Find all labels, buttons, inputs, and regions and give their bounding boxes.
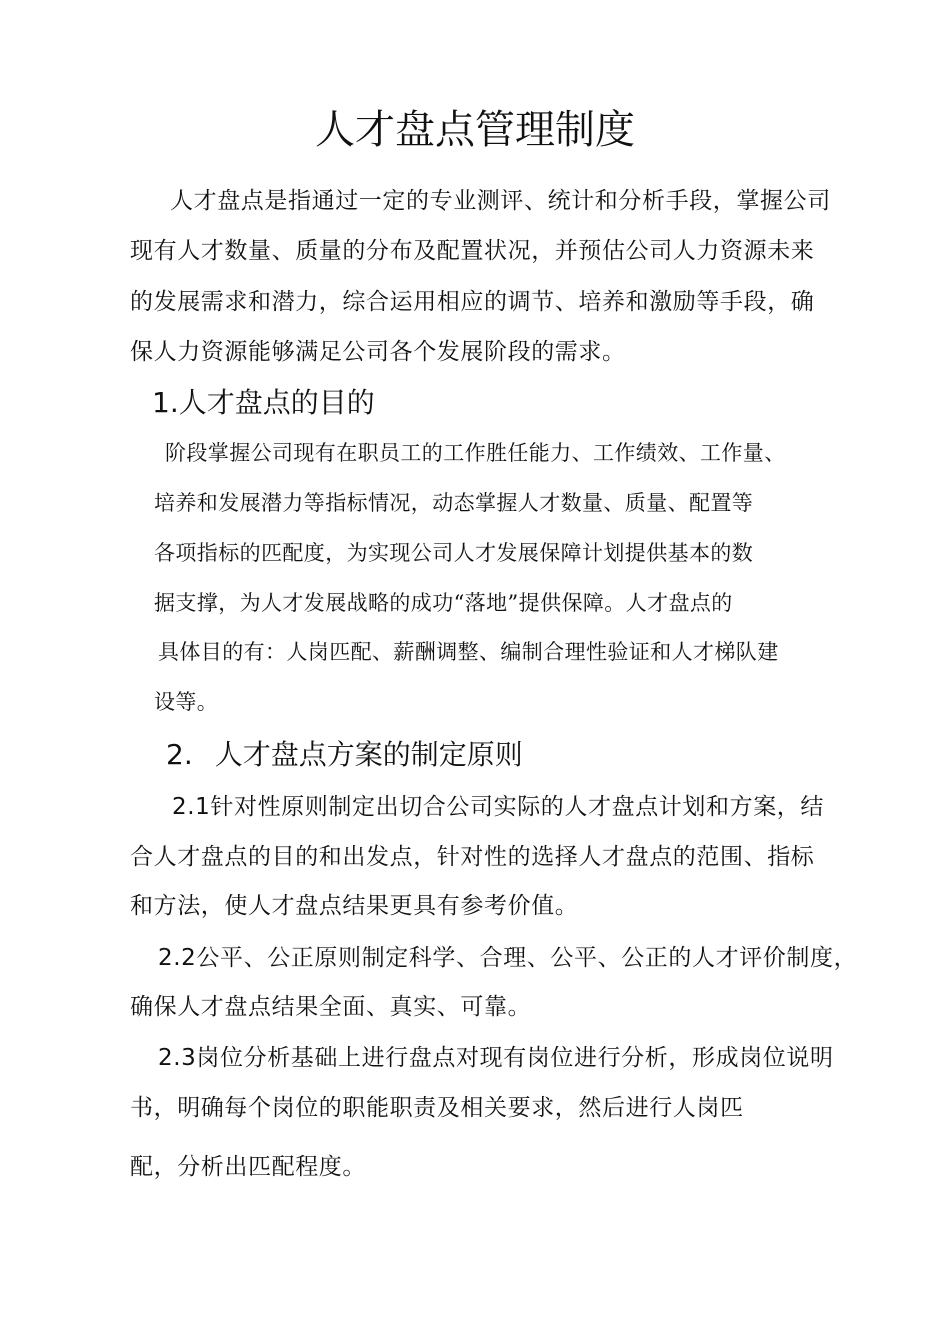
intro-line-2: 现有人才数量、质量的分布及配置状况，并预估公司人力资源未来 xyxy=(130,238,815,264)
section-1-line-3: 各项指标的匹配度，为实现公司人才发展保障计划提供基本的数 xyxy=(154,541,754,565)
paragraph-2-3-number: 2.3 xyxy=(158,1045,197,1071)
paragraph-2-3-line-1 xyxy=(158,1043,834,1073)
section-2-heading xyxy=(166,737,523,773)
section-1-line-6: 设等。 xyxy=(154,690,219,714)
section-2-title: 人才盘点方案的制定原则 xyxy=(214,738,523,771)
paragraph-2-1-text-1: 针对性原则制定出切合公司实际的人才盘点计划和方案，结 xyxy=(210,794,824,820)
paragraph-2-3-line-3: 配，分析出匹配程度。 xyxy=(130,1154,366,1180)
paragraph-2-3-line-2: 书，明确每个岗位的职能职责及相关要求，然后进行人岗匹 xyxy=(130,1095,744,1121)
document-title: 人才盘点管理制度 xyxy=(315,107,635,153)
paragraph-2-2-line-1 xyxy=(158,943,857,973)
paragraph-2-3-text-1: 岗位分析基础上进行盘点对现有岗位进行分析，形成岗位说明 xyxy=(196,1045,834,1071)
section-1-line-1: 阶段掌握公司现有在职员工的工作胜任能力、工作绩效、工作量、 xyxy=(165,441,786,465)
intro-line-3: 的发展需求和潜力，综合运用相应的调节、培养和激励等手段，确 xyxy=(130,289,815,315)
intro-line-1: 人才盘点是指通过一定的专业测评、统计和分析手段，掌握公司 xyxy=(170,188,831,214)
section-1-line-4: 据支撑，为人才发展战略的成功“落地”提供保障。人才盘点的 xyxy=(154,591,733,615)
paragraph-2-2-line-2: 确保人才盘点结果全面、真实、可靠。 xyxy=(130,994,532,1020)
section-1-title: 人才盘点的目的 xyxy=(178,386,375,419)
intro-line-4: 保人力资源能够满足公司各个发展阶段的需求。 xyxy=(130,339,626,365)
section-1-line-2: 培养和发展潜力等指标情况，动态掌握人才数量、质量、配置等 xyxy=(154,491,754,515)
paragraph-2-1-number: 2.1 xyxy=(172,794,211,820)
paragraph-2-1-line-2: 合人才盘点的目的和出发点，针对性的选择人才盘点的范围、指标 xyxy=(130,844,815,870)
paragraph-2-1-line-3: 和方法，使人才盘点结果更具有参考价值。 xyxy=(130,893,579,919)
section-2-number: 2. xyxy=(166,738,193,771)
section-1-heading xyxy=(152,385,375,421)
paragraph-2-2-text-1: 公平、公正原则制定科学、合理、公平、公正的人才评价制度， xyxy=(196,945,858,971)
paragraph-2-1-line-1 xyxy=(172,792,824,822)
section-1-line-5: 具体目的有：人岗匹配、薪酬调整、编制合理性验证和人才梯队建 xyxy=(158,640,779,664)
paragraph-2-2-number: 2.2 xyxy=(158,945,197,971)
section-1-number: 1. xyxy=(152,386,179,419)
